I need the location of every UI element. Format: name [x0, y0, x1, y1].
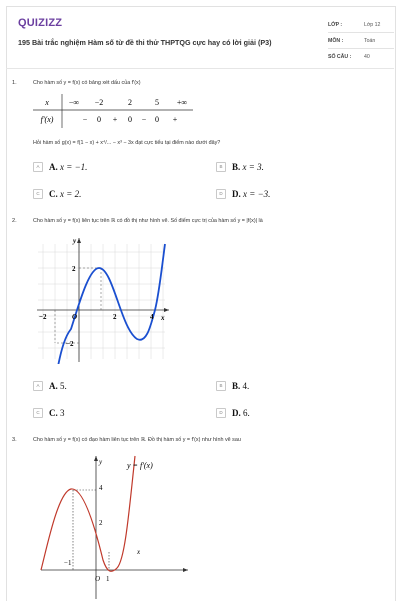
- option-value: 5.: [60, 380, 67, 391]
- option-label: C.: [49, 407, 58, 418]
- table-sign: 0: [97, 115, 101, 124]
- option-label: A.: [49, 380, 58, 391]
- option-value: 6.: [243, 407, 250, 418]
- graph-label: 2: [72, 265, 76, 273]
- question-text: Cho hàm số y = f(x) có đạo hàm liên tục trên ℝ. Đồ thị hàm số y = f'(x) như hình vẽ sau: [33, 437, 241, 443]
- option-label: D.: [232, 407, 241, 418]
- meta-value: 40: [364, 53, 370, 60]
- graph-label: 4: [99, 484, 103, 492]
- meta-table: [328, 17, 394, 64]
- curve-label: y = f'(x): [127, 461, 153, 470]
- meta-row-subject: [328, 33, 394, 49]
- graph-label: O: [72, 313, 78, 321]
- answer-option-a[interactable]: [33, 379, 67, 392]
- answer-option-b[interactable]: [216, 379, 249, 392]
- option-value: 3: [60, 407, 65, 418]
- question-text: Cho hàm số y = f(x) có bảng xét dấu của f'(x): [33, 80, 141, 86]
- option-letter: B: [216, 162, 226, 172]
- option-letter: A: [33, 381, 43, 391]
- table-sign: −: [141, 115, 147, 124]
- table-x-value: −∞: [68, 98, 80, 107]
- option-value: 4.: [242, 380, 250, 391]
- meta-value: Lớp 12: [364, 21, 381, 28]
- option-letter: C: [33, 408, 43, 418]
- meta-key: LỚP :: [328, 21, 343, 28]
- table-x-value: +∞: [176, 98, 188, 107]
- option-label: D.: [232, 188, 241, 199]
- answer-option-c[interactable]: [33, 187, 81, 200]
- table-sign: 0: [128, 115, 132, 124]
- meta-value: Toán: [364, 37, 376, 44]
- sign-table: [33, 94, 193, 128]
- table-label-fprime: f'(x): [40, 115, 54, 124]
- graph-label: −2: [39, 313, 47, 321]
- answer-option-b[interactable]: [216, 160, 264, 173]
- table-x-value: 2: [128, 98, 132, 107]
- option-label: A.: [49, 161, 58, 172]
- question-number: 1.: [12, 80, 17, 86]
- option-label: C.: [49, 188, 58, 199]
- graph-axis-x: x: [161, 314, 165, 322]
- graph-axis-y: y: [73, 237, 77, 245]
- option-value: x = −1.: [60, 161, 88, 172]
- meta-key: SỐ CÂU :: [328, 53, 352, 60]
- graph-label: 2: [113, 313, 117, 321]
- graph-label: 2: [99, 519, 103, 527]
- graph-label: −2: [66, 340, 74, 348]
- option-label: B.: [232, 161, 241, 172]
- table-sign: +: [112, 115, 118, 124]
- graph-label: −1: [64, 559, 72, 567]
- page-title: 195 Bài trắc nghiệm Hàm số từ đề thi thử THPTQG cực hay có lời giải (P3): [18, 38, 272, 47]
- question-number: 2.: [12, 218, 17, 224]
- option-letter: C: [33, 189, 43, 199]
- table-sign: 0: [155, 115, 159, 124]
- question-text: Cho hàm số y = f(x) liên tục trên ℝ có đồ thị như hình vẽ. Số điểm cực trị của hàm số y = |f(x)| là: [33, 218, 263, 224]
- derivative-graph: [33, 452, 193, 600]
- option-letter: B: [216, 381, 226, 391]
- option-letter: D: [216, 408, 226, 418]
- question-subtext: Hỏi hàm số g(x) = f(1 − x) + x⁴/... − x³ − 3x đạt cực tiểu tại điểm nào dưới đây?: [33, 140, 221, 146]
- answer-option-d[interactable]: [216, 187, 270, 200]
- header-divider: [6, 68, 394, 69]
- table-sign: −: [82, 115, 88, 124]
- meta-key: MÔN :: [328, 37, 344, 44]
- graph-axis-y: y: [99, 458, 103, 466]
- table-sign: +: [172, 115, 178, 124]
- question-number: 3.: [12, 437, 17, 443]
- option-value: x = 3.: [242, 161, 264, 172]
- meta-row-class: [328, 17, 394, 33]
- option-label: B.: [232, 380, 241, 391]
- answer-option-c[interactable]: [33, 406, 65, 419]
- option-value: x = 2.: [60, 188, 82, 199]
- answer-option-d[interactable]: [216, 406, 250, 419]
- function-graph: [33, 234, 173, 364]
- table-x-value: −2: [94, 98, 104, 107]
- option-value: x = −3.: [243, 188, 271, 199]
- table-label-x: x: [45, 98, 49, 107]
- graph-axis-x: x: [137, 548, 141, 556]
- meta-row-count: [328, 49, 394, 64]
- quizizz-logo: QUIZIZZ: [18, 17, 63, 29]
- table-x-value: 5: [155, 98, 159, 107]
- graph-label: O: [95, 575, 101, 583]
- option-letter: D: [216, 189, 226, 199]
- graph-label: 1: [106, 575, 110, 583]
- option-letter: A: [33, 162, 43, 172]
- graph-label: 4: [150, 313, 154, 321]
- answer-option-a[interactable]: [33, 160, 87, 173]
